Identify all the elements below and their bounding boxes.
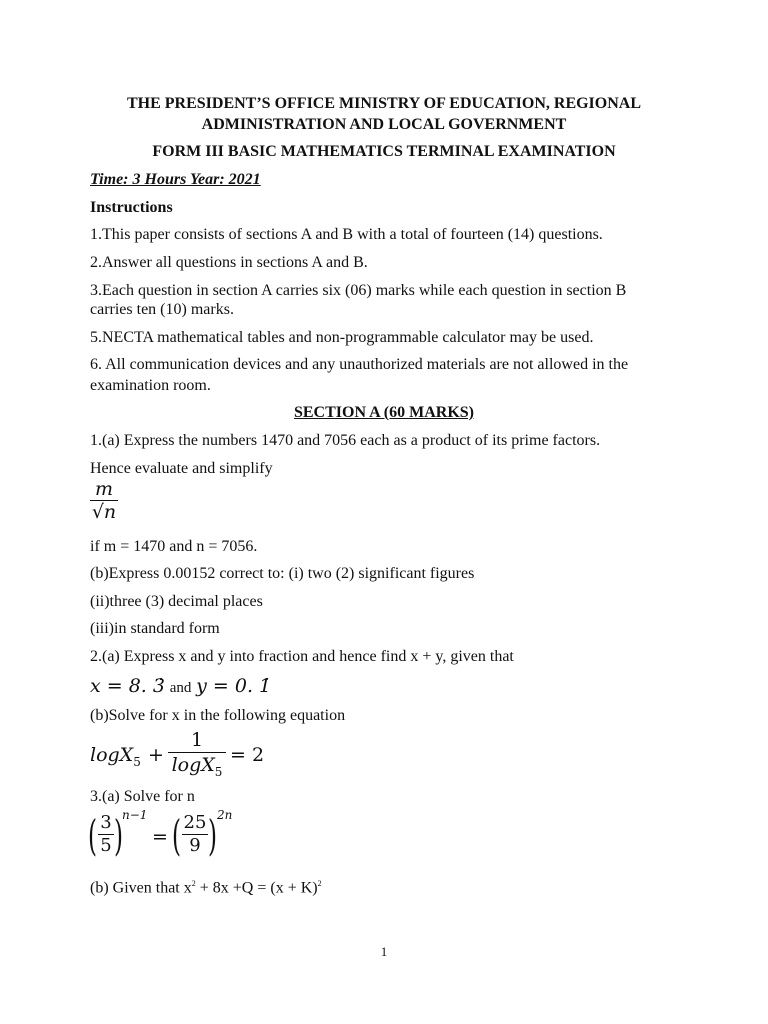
log-equation — [90, 728, 290, 782]
q1-given: if m = 1470 and n = 7056. — [90, 538, 258, 555]
q3b-prefix: (b) Given that x — [90, 879, 192, 897]
right-numerator: 25 — [183, 812, 207, 833]
plus-sign: + — [148, 744, 164, 766]
reciprocal-fraction — [168, 728, 226, 784]
log-term-text: logX — [90, 744, 134, 766]
reciprocal-denominator — [168, 753, 226, 784]
y-equation: y = 0. 1̇ — [196, 675, 272, 697]
q2-given-values — [90, 674, 271, 700]
q1-hence: Hence evaluate and simplify — [90, 460, 273, 477]
q2b: (b)Solve for x in the following equation — [90, 707, 346, 724]
left-denominator: 5 — [100, 835, 112, 856]
page-number: 1 — [380, 944, 388, 959]
q1a: 1.(a) Express the numbers 1470 and 7056 each as a product of its prime factors. — [90, 432, 601, 449]
instruction-2: 2.Answer all questions in sections A and B. — [90, 254, 368, 271]
q3b-square-2: 2 — [317, 879, 322, 888]
reciprocal-log-text: logX — [171, 754, 215, 776]
left-fraction — [98, 812, 114, 857]
q3b-square: 2 — [191, 879, 196, 888]
log-subscript: 5 — [133, 754, 141, 769]
instruction-3: 3.Each question in section A carries six (06) marks while each question in section B — [90, 282, 627, 299]
fraction-m-over-root-n — [90, 478, 118, 523]
q3b-middle: + 8x +Q = (x + K) — [195, 879, 318, 897]
reciprocal-subscript: 5 — [214, 764, 223, 779]
q1b-ii: (ii)three (3) decimal places — [90, 593, 263, 610]
x-equation: x = 8. 3̇ — [90, 675, 165, 697]
q3a: 3.(a) Solve for n — [90, 788, 195, 805]
left-paren-open: ( — [88, 811, 98, 860]
time-year: Time: 3 Hours Year: 2021 — [90, 171, 261, 188]
equals-two: = 2 — [230, 744, 265, 766]
and-word: and — [169, 680, 192, 696]
right-paren-close: ) — [208, 811, 218, 860]
instruction-6: 6. All communication devices and any unauthorized materials are not allowed in the — [90, 356, 629, 373]
section-a-heading: SECTION A (60 MARKS) — [293, 404, 475, 421]
log-term — [90, 744, 141, 769]
q3b — [90, 874, 322, 898]
right-fraction — [182, 812, 208, 857]
right-paren-open: ( — [172, 811, 182, 860]
instruction-6-cont: examination room. — [90, 377, 211, 394]
instruction-1: 1.This paper consists of sections A and B with a total of fourteen (14) questions. — [90, 226, 603, 243]
left-numerator: 3 — [100, 812, 112, 833]
left-exponent: n−1 — [122, 808, 148, 822]
q2a: 2.(a) Express x and y into fraction and hence find x + y, given that — [90, 648, 514, 665]
instructions-heading: Instructions — [90, 199, 173, 216]
instruction-5: 5.NECTA mathematical tables and non-programmable calculator may be used. — [90, 329, 594, 346]
instruction-3-cont: carries ten (10) marks. — [90, 301, 234, 318]
exponent-equation — [88, 808, 258, 864]
reciprocal-numerator: 1 — [190, 729, 204, 751]
right-exponent: 2n — [217, 808, 233, 822]
header-line-1: THE PRESIDENT’S OFFICE MINISTRY OF EDUCATION, REGIONAL — [126, 95, 642, 112]
left-paren-close: ) — [114, 811, 124, 860]
q1b-iii: (iii)in standard form — [90, 620, 220, 637]
header-line-2: ADMINISTRATION AND LOCAL GOVERNMENT — [201, 116, 567, 133]
right-denominator: 9 — [189, 835, 201, 856]
q1b: (b)Express 0.00152 correct to: (i) two (2) significant figures — [90, 565, 475, 582]
fraction-numerator: m — [94, 478, 114, 500]
exp-equals: = — [152, 826, 168, 848]
fraction-denominator: √n — [91, 501, 117, 523]
exam-title: FORM III BASIC MATHEMATICS TERMINAL EXAMINATION — [152, 143, 616, 160]
